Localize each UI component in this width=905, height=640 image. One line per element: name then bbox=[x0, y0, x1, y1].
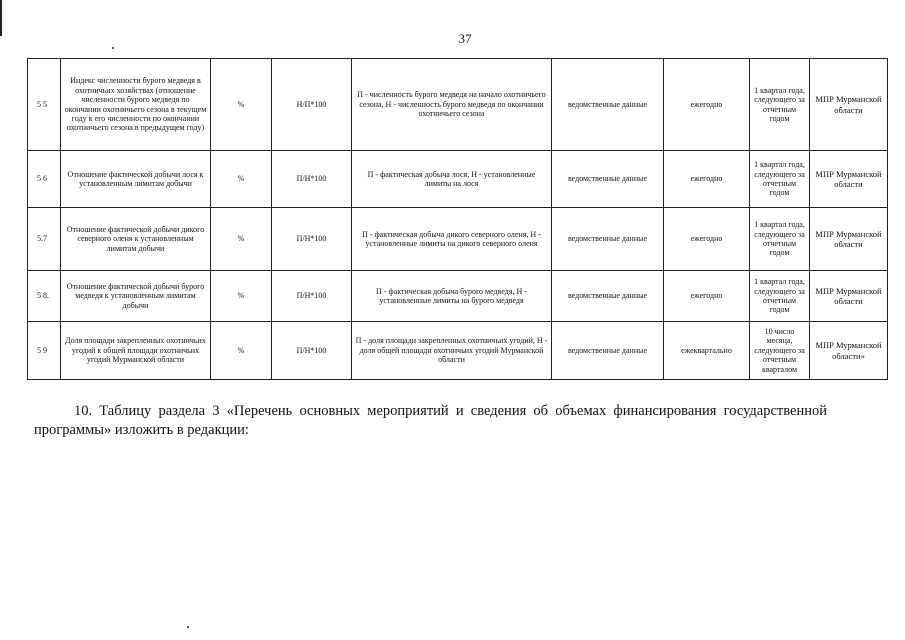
frequency-cell: ежегодно bbox=[664, 151, 750, 208]
deadline-cell: 10 число месяца, следующего за отчетным кварталом bbox=[750, 322, 810, 380]
source-cell: ведомственные данные bbox=[552, 59, 664, 151]
unit-cell: % bbox=[211, 59, 272, 151]
source-cell: ведомственные данные bbox=[552, 151, 664, 208]
description-cell: П - доля площади закрепленных охотничьих угодий, Н - доля общей площади охотничьих угодий Мурманской области bbox=[352, 322, 552, 380]
source-cell: ведомственные данные bbox=[552, 322, 664, 380]
description-cell: П - фактическая добыча бурого медведя, Н - установленные лимиты на бурого медведя bbox=[352, 271, 552, 322]
executor-cell: МПР Мурманской области bbox=[810, 271, 888, 322]
indicator-name: Доля площади закрепленных охотничьих угодий к общей площади охотничьих угодий Мурманской области bbox=[61, 322, 211, 380]
source-cell: ведомственные данные bbox=[552, 208, 664, 271]
description-cell: П - численность бурого медведя на начало охотничьего сезона, Н - численность бурого медведя по окончании охотничьего сезона bbox=[352, 59, 552, 151]
row-number: 5 5 bbox=[28, 59, 61, 151]
indicator-name: Отношение фактической добычи бурого медведя к установленным лимитам добычи bbox=[61, 271, 211, 322]
formula-cell: П/Н*100 bbox=[272, 322, 352, 380]
executor-cell: МПР Мурманской области bbox=[810, 208, 888, 271]
executor-cell: МПР Мурманской области bbox=[810, 59, 888, 151]
unit-cell: % bbox=[211, 151, 272, 208]
row-number: 5 8. bbox=[28, 271, 61, 322]
indicators-table bbox=[27, 58, 888, 380]
frequency-cell: ежегодно bbox=[664, 271, 750, 322]
unit-cell: % bbox=[211, 271, 272, 322]
row-number: 5.7 bbox=[28, 208, 61, 271]
scan-speck bbox=[112, 47, 114, 49]
formula-cell: П/Н*100 bbox=[272, 208, 352, 271]
table-row bbox=[28, 151, 888, 208]
table-row bbox=[28, 208, 888, 271]
indicator-name: Индекс численности бурого медведя в охотничьих хозяйствах (отношение численности бурого медведя по окончании охотничьего сезона в текущем году к его численности по окончании охотничьего сезона в предыдущем году) bbox=[61, 59, 211, 151]
row-number: 5 6 bbox=[28, 151, 61, 208]
row-number: 5 9 bbox=[28, 322, 61, 380]
description-cell: П - фактическая добыча лося, Н - установленные лимиты на лося bbox=[352, 151, 552, 208]
executor-cell: МПР Мурманской области» bbox=[810, 322, 888, 380]
table-row bbox=[28, 59, 888, 151]
page-number: 37 bbox=[458, 31, 472, 46]
frequency-cell: ежегодно bbox=[664, 59, 750, 151]
description-cell: П - фактическая добыча дикого северного оленя, Н - установленные лимиты на дикого северного оленя bbox=[352, 208, 552, 271]
indicator-name: Отношение фактической добычи дикого северного оленя к установленным лимитам добычи bbox=[61, 208, 211, 271]
scan-edge-mark bbox=[0, 0, 2, 36]
unit-cell: % bbox=[211, 322, 272, 380]
deadline-cell: 1 квартал года, следующего за отчетным годом bbox=[750, 151, 810, 208]
table-row bbox=[28, 322, 888, 380]
table-row bbox=[28, 271, 888, 322]
frequency-cell: ежеквартально bbox=[664, 322, 750, 380]
unit-cell: % bbox=[211, 208, 272, 271]
indicator-name: Отношение фактической добычи лося к установленным лимитам добычи bbox=[61, 151, 211, 208]
scan-speck bbox=[187, 626, 189, 628]
executor-cell: МПР Мурманской области bbox=[810, 151, 888, 208]
deadline-cell: 1 квартал года, следующего за отчетным годом bbox=[750, 271, 810, 322]
formula-cell: П/Н*100 bbox=[272, 151, 352, 208]
frequency-cell: ежегодно bbox=[664, 208, 750, 271]
source-cell: ведомственные данные bbox=[552, 271, 664, 322]
deadline-cell: 1 квартал года, следующего за отчетным годом bbox=[750, 59, 810, 151]
formula-cell: Н/П*100 bbox=[272, 59, 352, 151]
formula-cell: П/Н*100 bbox=[272, 271, 352, 322]
deadline-cell: 1 квартал года, следующего за отчетным годом bbox=[750, 208, 810, 271]
body-paragraph: 10. Таблицу раздела 3 «Перечень основных мероприятий и сведения об объемах финансирования государственной программы» изложить в редакции: bbox=[34, 403, 827, 438]
